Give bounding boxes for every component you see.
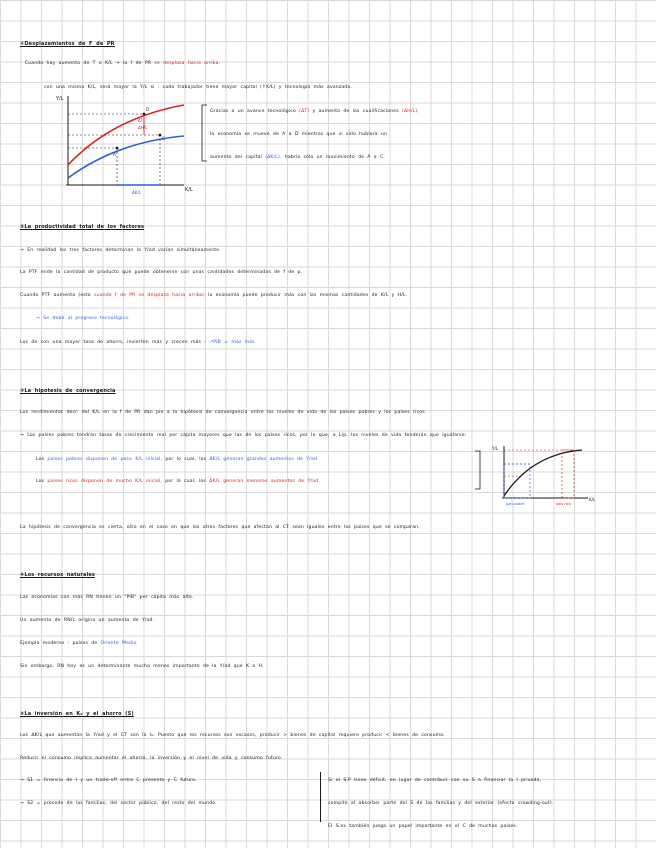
text-run-blue: países pobres disponen de poco K/L inicial, xyxy=(47,457,163,462)
bracket-1 xyxy=(200,104,208,162)
section-4-heading: ④Los recursos naturales xyxy=(20,572,95,578)
poor-label: país pobre xyxy=(506,502,525,506)
text-run: Ejemplo moderno : países de xyxy=(20,641,98,646)
text-run: por lo cual, los xyxy=(165,457,207,462)
text-run-blue: Oriente Medio. xyxy=(100,641,138,646)
bracket-2 xyxy=(474,450,482,490)
section-5-line-1: Los ΔK/L que aumentan la Y/ad y el CT son la I₀. Puesto que los recursos son escasos, producir > bienes de capital requiere producir < bienes de consumo. xyxy=(20,733,445,738)
section-2-line-2: La PTF mide la cantidad de producto que puede obtenerse con unas cantidades determinadas de f de p. xyxy=(20,270,303,275)
section-5-line-2: Reducir el consumo implica aumentar el ahorro, la inversión y el nivel de vida y consumo futuro. xyxy=(20,756,283,761)
initial-curve xyxy=(68,136,184,178)
poor-box xyxy=(504,464,530,498)
section-4-line-4: Sin embargo, RN hoy es un determinante mucho menos importante de la Y/ad que K o H. xyxy=(20,664,264,669)
graph-note-2: la economía se mueve de A a D mientras que si solo hubiera un xyxy=(210,132,388,137)
section-4-line-3 xyxy=(20,641,138,647)
section-5-line-4: → S2 = procede de las familias, del sector público, del resto del mundo. xyxy=(20,801,217,806)
text-run-red: (ΔT) xyxy=(299,109,310,114)
text-run-red: se desplaza hacia arriba. xyxy=(154,61,221,66)
point-a xyxy=(116,147,119,150)
text-run: aumento del capital xyxy=(210,155,262,160)
delta-hl-label: ΔH/L xyxy=(138,125,148,130)
text-run-blue: ↗PIB = más más xyxy=(209,340,255,345)
text-run: Los xyxy=(36,479,45,484)
point-c xyxy=(159,134,162,137)
section-5-right-3: El S.ex también juega un papel importante en el C de muchos países. xyxy=(328,824,518,829)
graph-note-1 xyxy=(210,109,419,115)
x-label: K/L xyxy=(185,187,193,193)
rich-box xyxy=(562,450,574,498)
text-run: por lo cual, los xyxy=(165,479,206,484)
section-3-bullet-2 xyxy=(36,479,318,485)
text-run-red: cuando f de PR se desplaza hacia arriba) xyxy=(93,293,205,298)
text-run: Gracias a un avance tecnológico xyxy=(210,109,296,114)
section-2-heading: ②La productividad total de los factores xyxy=(20,224,145,230)
section-1-line-2: con una misma K/L, será mayor la Y/L si : cada trabajador tiene mayor capital (↑K/L) y tecnología más avanzada. xyxy=(44,85,352,90)
section-4-line-1: Las economías con más RN tienen un "PIB" per cápita más alto. xyxy=(20,595,194,600)
section-5-right-2: compite al absorber parte del S de las familias y del exterior (efecto crowding-out). xyxy=(328,801,554,806)
label-c: C xyxy=(162,136,165,141)
column-divider xyxy=(320,772,321,822)
section-3-heading: ③La hipótesis de convergencia xyxy=(20,388,116,394)
text-run: Los xyxy=(36,457,45,462)
production-curve xyxy=(504,450,582,496)
text-run-red: países ricos disponen de mucho K/L inicial, xyxy=(47,479,162,484)
text-run: Los de con una mayor tasa de ahorro, invierten más y crecen más : xyxy=(20,340,206,345)
fpr-shift-graph xyxy=(52,90,202,198)
section-3-bullet-1 xyxy=(36,457,317,463)
text-run: Cuando PTF aumenta (esto xyxy=(20,293,91,298)
section-5-line-3: → S1 = financia de I y un trade-off entre C presente y C futuro. xyxy=(20,778,197,783)
text-run: la economía puede producir más con las mismas cantidades de K/L y H/L. xyxy=(208,293,408,298)
graph-note-3 xyxy=(210,155,385,161)
delta-t-label: ΔT xyxy=(138,118,144,123)
rich-label: país rico xyxy=(556,502,571,506)
convergence-graph xyxy=(492,440,602,512)
text-run: · Cuando hay aumento de T o K/L → la f de PR xyxy=(20,61,152,66)
point-d xyxy=(143,113,146,116)
section-4-line-2: Un aumento de RN/L origina un aumento de Y/ad. xyxy=(20,618,155,623)
section-5-right-1: Si el S.P tiene déficit, en lugar de contribuir con su S a financiar la I privada, xyxy=(328,778,542,783)
y-label: Y/L xyxy=(492,446,499,451)
section-2-line-4: → Se debe al progreso tecnológico. xyxy=(36,316,130,321)
section-3-line-1: Los rendimientos decr. del K/L en la f de PR dan pie a la hipótesis de convergencia entre los niveles de vida de los países pobres y los países ricos. xyxy=(20,410,427,415)
section-2-line-5 xyxy=(20,340,255,346)
section-2-line-3 xyxy=(20,293,407,299)
label-d: D xyxy=(146,107,150,112)
text-run: y aumento de las cualificaciones xyxy=(312,109,399,114)
section-3-line-2: → Los países pobres tendrán tasas de crecimiento real per capita mayores que las de los países ricos, por lo que, a L/p, los niveles de vida tenderán que igualarse: xyxy=(20,433,467,438)
text-run-blue: (ΔK/L), xyxy=(265,155,282,160)
x-label: K/L xyxy=(589,497,596,502)
section-3-line-3: La hipótesis de convergencia es cierta, sólo en el caso en que los otros factores que afectan al CT sean iguales entre los países que se comparan. xyxy=(20,525,420,530)
delta-kl-label: ΔK/L xyxy=(132,190,141,195)
section-1-heading: ①Desplazamientos de F de PR xyxy=(20,41,115,47)
y-label: Y/L xyxy=(56,96,64,102)
text-run-red: ΔK/L generan menores aumentos de Y/ad xyxy=(209,479,319,484)
label-a: A xyxy=(113,152,116,157)
section-5-heading: ⑤La inversión en K₀ y el ahorro (S) xyxy=(20,711,134,717)
text-run-red: (ΔH/L), xyxy=(402,109,419,114)
section-1-line-1 xyxy=(20,61,220,67)
text-run: habría sólo un movimiento de A a C. xyxy=(284,155,385,160)
text-run-blue: ΔK/L generan grandes aumentos de Y/ad xyxy=(209,457,318,462)
section-2-line-1: → En realidad los tres factores determinan la Y/ad varían simultáneamente. xyxy=(20,248,221,253)
